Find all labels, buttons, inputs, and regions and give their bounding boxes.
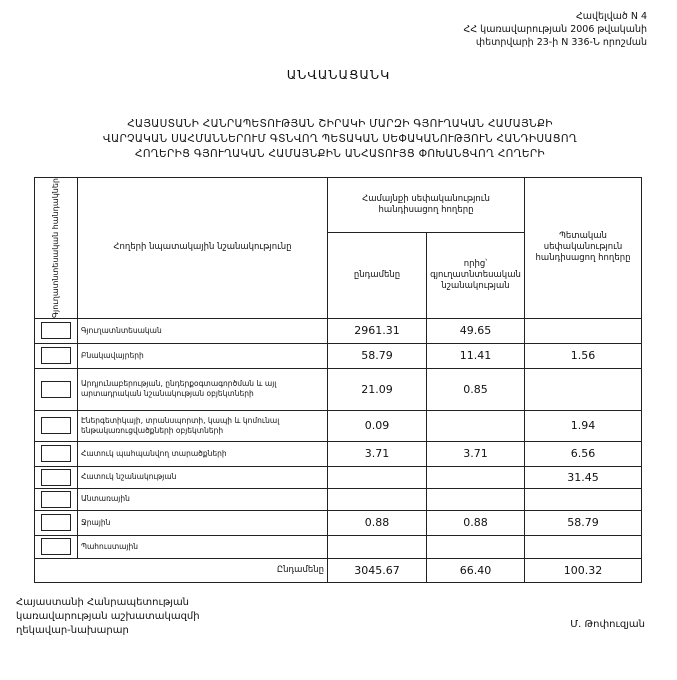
footer-line-3: ղեկավար-նախարար bbox=[16, 625, 129, 636]
row-total: 21.09 bbox=[328, 368, 427, 410]
footer-line-1: Հայաստանի Հանրապետության bbox=[16, 597, 190, 608]
totals-label: Ընդամենը bbox=[35, 558, 328, 582]
code-box bbox=[41, 417, 71, 434]
footer-line-2: կառավարության աշխատակազմի bbox=[16, 611, 200, 622]
document-header bbox=[464, 10, 647, 49]
table-row bbox=[35, 318, 642, 343]
row-incl bbox=[427, 466, 525, 488]
row-incl: 3.71 bbox=[427, 441, 525, 466]
row-incl: 11.41 bbox=[427, 343, 525, 368]
row-name: Անտառային bbox=[78, 488, 328, 510]
row-name: Հատուկ նշանակության bbox=[78, 466, 328, 488]
row-name: Պահուստային bbox=[78, 535, 328, 558]
code-box bbox=[41, 469, 71, 486]
table-row bbox=[35, 410, 642, 441]
subtitle-line-3: ՀՈՂԵՐԻՑ ԳՅՈՒՂԱԿԱՆ ՀԱՄԱՅՆՔԻՆ ԱՆՀԱՏՈՒՅՑ ՓՈԽԱՆՑՎՈՂ ՀՈՂԵՐԻ bbox=[135, 148, 545, 160]
header-line-1: Հավելված N 4 bbox=[575, 11, 647, 22]
row-incl bbox=[427, 410, 525, 441]
header-code: Գյուղատնտեսական հանդակներ bbox=[35, 178, 78, 319]
land-table bbox=[34, 177, 642, 583]
row-name: Հատուկ պահպանվող տարածքների bbox=[78, 441, 328, 466]
row-state bbox=[525, 318, 642, 343]
code-box bbox=[41, 491, 71, 508]
row-total: 0.88 bbox=[328, 510, 427, 535]
code-box bbox=[41, 514, 71, 531]
row-state: 31.45 bbox=[525, 466, 642, 488]
table-row bbox=[35, 488, 642, 510]
code-box bbox=[41, 322, 71, 339]
header-line-2: ՀՀ կառավարության 2006 թվականի bbox=[463, 24, 647, 35]
row-state bbox=[525, 535, 642, 558]
row-state: 58.79 bbox=[525, 510, 642, 535]
row-total bbox=[328, 488, 427, 510]
header-state: Պետական սեփականություն հանդիսացող հողերը bbox=[525, 178, 642, 319]
table-row bbox=[35, 535, 642, 558]
table-row bbox=[35, 510, 642, 535]
table-row bbox=[35, 466, 642, 488]
code-box bbox=[41, 381, 71, 398]
table-row bbox=[35, 343, 642, 368]
totals-incl: 66.40 bbox=[427, 558, 525, 582]
totals-total: 3045.67 bbox=[328, 558, 427, 582]
totals-row bbox=[35, 558, 642, 582]
row-total: 2961.31 bbox=[328, 318, 427, 343]
header-line-3: փետրվարի 23-ի N 336-Ն որոշման bbox=[475, 37, 647, 48]
header-total: ընդամենը bbox=[328, 233, 427, 319]
row-total bbox=[328, 466, 427, 488]
row-name: Գյուղատնտեսական bbox=[78, 318, 328, 343]
table-row bbox=[35, 441, 642, 466]
table-row bbox=[35, 368, 642, 410]
row-state bbox=[525, 368, 642, 410]
document-title: ԱՆՎԱՆԱՑԱՆԿ bbox=[286, 67, 391, 82]
row-total: 58.79 bbox=[328, 343, 427, 368]
row-total: 3.71 bbox=[328, 441, 427, 466]
row-name: Արդյունաբերության, ընդերքօգտագործման և այլ արտադրական նշանակության օբյեկտների bbox=[78, 368, 328, 410]
row-incl bbox=[427, 535, 525, 558]
row-state bbox=[525, 488, 642, 510]
subtitle-line-2: ՎԱՐՉԱԿԱՆ ՍԱՀՄԱՆՆԵՐՈՒՄ ԳՏՆՎՈՂ ՊԵՏԱԿԱՆ ՍԵՓԱԿԱՆՈՒԹՅՈՒՆ ՀԱՆԴԻՍԱՑՈՂ bbox=[102, 133, 578, 145]
row-incl: 0.85 bbox=[427, 368, 525, 410]
row-total bbox=[328, 535, 427, 558]
row-name: Էներգետիկայի, տրանսպորտի, կապի և կոմունալ ենթակառուցվածքների օբյեկտների bbox=[78, 410, 328, 441]
totals-state: 100.32 bbox=[525, 558, 642, 582]
row-name: Ջրային bbox=[78, 510, 328, 535]
subtitle-line-1: ՀԱՅԱՍՏԱՆԻ ՀԱՆՐԱՊԵՏՈՒԹՅԱՆ ՇԻՐԱԿԻ ՄԱՐԶԻ ԳՅՈՒՂԱԿԱՆ ՀԱՄԱՅՆՔԻ bbox=[127, 118, 553, 130]
row-total: 0.09 bbox=[328, 410, 427, 441]
row-name: Բնակավայրերի bbox=[78, 343, 328, 368]
footer-signatory-name: Մ. Թոփուզյան bbox=[570, 619, 645, 630]
header-community: Համայնքի սեփականություն հանդիսացող հողերը bbox=[328, 178, 525, 233]
row-state: 6.56 bbox=[525, 441, 642, 466]
row-incl: 0.88 bbox=[427, 510, 525, 535]
code-box bbox=[41, 347, 71, 364]
row-state: 1.56 bbox=[525, 343, 642, 368]
header-name: Հողերի նպատակային նշանակությունը bbox=[78, 178, 328, 319]
row-incl bbox=[427, 488, 525, 510]
row-state: 1.94 bbox=[525, 410, 642, 441]
code-box bbox=[41, 538, 71, 555]
header-incl: որից՝ գյուղատնտեսական նշանակության bbox=[427, 233, 525, 319]
row-incl: 49.65 bbox=[427, 318, 525, 343]
document-subtitle bbox=[40, 117, 640, 162]
footer-signatory-title bbox=[16, 596, 200, 638]
code-box bbox=[41, 445, 71, 462]
